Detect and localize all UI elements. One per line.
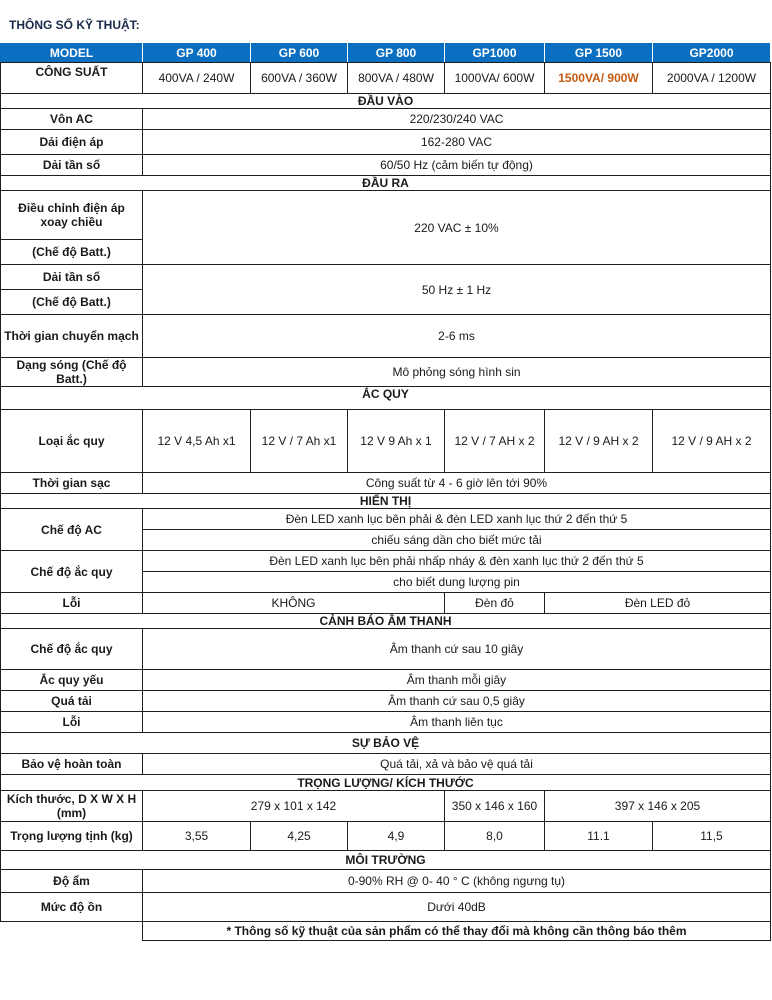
power-value: 800VA / 480W (348, 63, 445, 94)
row-value: cho biết dung lượng pin (143, 572, 771, 593)
power-row (1, 63, 771, 94)
section-protection: SỰ BẢO VỆ (1, 733, 771, 754)
row-label: Dải tần số (1, 155, 143, 176)
row-label-sub: (Chế độ Batt.) (1, 290, 143, 315)
row-label: Dải tần số (1, 265, 143, 290)
section-battery: ẮC QUY (1, 387, 771, 410)
section-output: ĐẦU RA (1, 176, 771, 191)
section-display: HIỂN THỊ (1, 494, 771, 509)
row-value: Công suất từ 4 - 6 giờ lên tới 90% (143, 473, 771, 494)
section-alarm: CẢNH BÁO ÂM THANH (1, 614, 771, 629)
model-name: GP1000 (445, 43, 545, 63)
row-label: Trọng lượng tịnh (kg) (1, 822, 143, 851)
row-label: Chế độ ắc quy (1, 629, 143, 670)
model-name: GP 400 (143, 43, 251, 63)
row-value: Quá tải, xả và bảo vệ quá tải (143, 754, 771, 775)
row-value: Mô phỏng sóng hình sin (143, 358, 771, 387)
footnote-spacer (1, 922, 143, 941)
model-name: GP 800 (348, 43, 445, 63)
row-value: 220/230/240 VAC (143, 109, 771, 130)
section-weight: TRỌNG LƯỢNG/ KÍCH THƯỚC (1, 775, 771, 791)
dimension-value: 397 x 146 x 205 (545, 791, 771, 822)
row-value: Âm thanh cứ sau 0,5 giây (143, 691, 771, 712)
power-value: 2000VA / 1200W (653, 63, 771, 94)
row-label: Thời gian sạc (1, 473, 143, 494)
dimension-value: 279 x 101 x 142 (143, 791, 445, 822)
row-value: 50 Hz ± 1 Hz (143, 265, 771, 315)
row-value: KHÔNG (143, 593, 445, 614)
model-name: GP2000 (653, 43, 771, 63)
row-label-sub: (Chế độ Batt.) (1, 240, 143, 265)
power-label: CÔNG SUẤT (1, 63, 143, 94)
row-label: Dải điện áp (1, 130, 143, 155)
model-name: GP 600 (251, 43, 348, 63)
power-value-highlight: 1500VA/ 900W (545, 63, 653, 94)
row-value: 220 VAC ± 10% (143, 191, 771, 265)
power-value: 600VA / 360W (251, 63, 348, 94)
dimension-value: 350 x 146 x 160 (445, 791, 545, 822)
row-value: 162-280 VAC (143, 130, 771, 155)
row-value: 60/50 Hz (cảm biến tự động) (143, 155, 771, 176)
weight-value: 4,9 (348, 822, 445, 851)
weight-value: 4,25 (251, 822, 348, 851)
row-value: 2-6 ms (143, 315, 771, 358)
row-value: chiếu sáng dần cho biết mức tải (143, 530, 771, 551)
power-value: 1000VA/ 600W (445, 63, 545, 94)
row-label: Quá tải (1, 691, 143, 712)
row-value: Đèn LED đỏ (545, 593, 771, 614)
row-value: Đèn LED xanh lục bên phải & đèn LED xanh lục thứ 2 đến thứ 5 (143, 509, 771, 530)
battery-type: 12 V / 7 Ah x1 (251, 410, 348, 473)
battery-type: 12 V 9 Ah x 1 (348, 410, 445, 473)
page-title: THÔNG SỐ KỸ THUẬT: (9, 18, 140, 32)
model-name: GP 1500 (545, 43, 653, 63)
row-value: Âm thanh cứ sau 10 giây (143, 629, 771, 670)
weight-value: 11,5 (653, 822, 771, 851)
weight-value: 8,0 (445, 822, 545, 851)
power-value: 400VA / 240W (143, 63, 251, 94)
battery-type: 12 V 4,5 Ah x1 (143, 410, 251, 473)
row-label: Bảo vệ hoàn toàn (1, 754, 143, 775)
battery-type: 12 V / 7 AH x 2 (445, 410, 545, 473)
row-value: Âm thanh liên tục (143, 712, 771, 733)
section-environment: MÔI TRƯỜNG (1, 851, 771, 870)
row-label: Lỗi (1, 593, 143, 614)
weight-value: 11.1 (545, 822, 653, 851)
row-label: Loại ắc quy (1, 410, 143, 473)
row-value: Âm thanh mỗi giây (143, 670, 771, 691)
row-label: Kích thước, D X W X H (mm) (1, 791, 143, 822)
row-label: Thời gian chuyển mạch (1, 315, 143, 358)
section-input: ĐẦU VÀO (1, 94, 771, 109)
row-label: Chế độ AC (1, 509, 143, 551)
row-label: Độ ẩm (1, 870, 143, 893)
footnote: * Thông số kỹ thuật của sản phẩm có thể thay đổi mà không cần thông báo thêm (143, 922, 771, 941)
weight-value: 3,55 (143, 822, 251, 851)
row-value: Dưới 40dB (143, 893, 771, 922)
spec-table (0, 42, 771, 941)
row-value: Đèn LED xanh lục bên phải nhấp nháy & đèn xanh lục thứ 2 đến thứ 5 (143, 551, 771, 572)
row-label: Mức độ ồn (1, 893, 143, 922)
row-value: Đèn đỏ (445, 593, 545, 614)
row-label: Vôn AC (1, 109, 143, 130)
battery-type: 12 V / 9 AH x 2 (545, 410, 653, 473)
battery-type: 12 V / 9 AH x 2 (653, 410, 771, 473)
row-value: 0-90% RH @ 0- 40 ° C (không ngưng tụ) (143, 870, 771, 893)
header-row (1, 43, 771, 63)
row-label: Chế độ ắc quy (1, 551, 143, 593)
row-label: Dạng sóng (Chế độ Batt.) (1, 358, 143, 387)
model-header: MODEL (1, 43, 143, 63)
row-label: Ắc quy yếu (1, 670, 143, 691)
row-label: Lỗi (1, 712, 143, 733)
row-label: Điều chỉnh điện áp xoay chiều (1, 191, 143, 240)
